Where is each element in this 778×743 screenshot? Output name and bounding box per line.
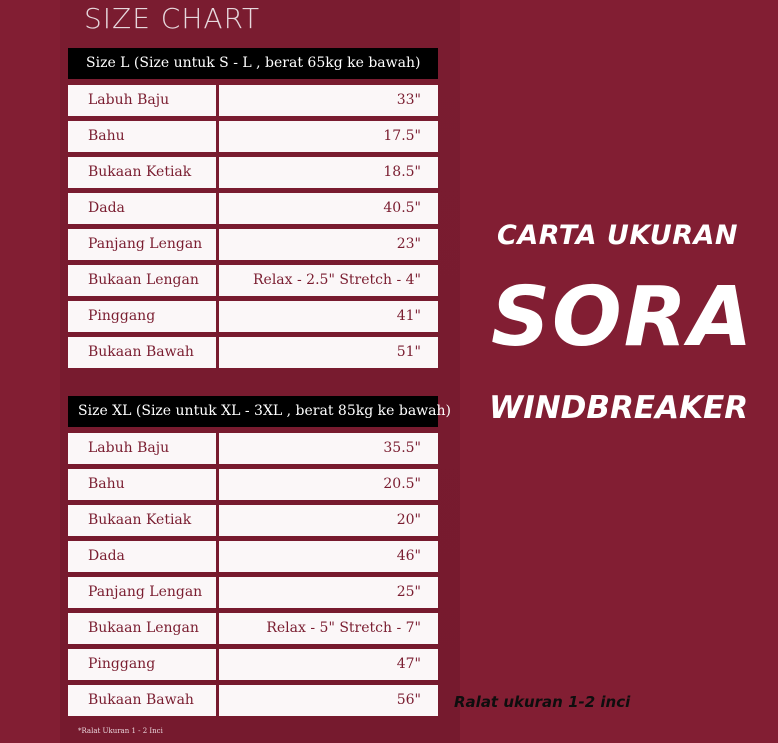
measurement-label: Panjang Lengan <box>68 229 216 260</box>
measurement-label: Labuh Baju <box>68 433 216 464</box>
table-row <box>68 301 438 332</box>
size-chart-title: SIZE CHART <box>84 2 261 35</box>
table-row <box>68 337 438 368</box>
measurement-label: Bukaan Ketiak <box>68 505 216 536</box>
measurement-label: Bukaan Bawah <box>68 685 216 716</box>
measurement-label: Pinggang <box>68 649 216 680</box>
table-row <box>68 229 438 260</box>
measurement-label: Bukaan Bawah <box>68 337 216 368</box>
table-row <box>68 541 438 572</box>
table-row <box>68 469 438 500</box>
footnote: *Ralat Ukuran 1 - 2 Inci <box>78 727 163 735</box>
measurement-value: 20" <box>219 505 438 536</box>
carta-ukuran-heading: CARTA UKURAN <box>497 220 738 251</box>
table-row <box>68 505 438 536</box>
table-row <box>68 265 438 296</box>
measurement-label: Panjang Lengan <box>68 577 216 608</box>
measurement-label: Labuh Baju <box>68 85 216 116</box>
measurement-value: 23" <box>219 229 438 260</box>
measurement-label: Pinggang <box>68 301 216 332</box>
table-row <box>68 649 438 680</box>
product-type: WINDBREAKER <box>489 390 749 426</box>
table-row <box>68 433 438 464</box>
table-row <box>68 613 438 644</box>
measurement-value: 33" <box>219 85 438 116</box>
ralat-note: Ralat ukuran 1-2 inci <box>454 693 631 711</box>
measurement-value: 51" <box>219 337 438 368</box>
measurement-value: 40.5" <box>219 193 438 224</box>
measurement-label: Bahu <box>68 469 216 500</box>
table-row <box>68 577 438 608</box>
table-row <box>68 157 438 188</box>
measurement-label: Bukaan Lengan <box>68 265 216 296</box>
table-row <box>68 85 438 116</box>
measurement-value: 25" <box>219 577 438 608</box>
measurement-value: 46" <box>219 541 438 572</box>
table-row <box>68 193 438 224</box>
measurement-value: 41" <box>219 301 438 332</box>
table-row <box>68 685 438 716</box>
measurement-value: Relax - 2.5" Stretch - 4" <box>219 265 438 296</box>
measurement-label: Dada <box>68 541 216 572</box>
measurement-value: 18.5" <box>219 157 438 188</box>
size-l-table-header: Size L (Size untuk S - L , berat 65kg ke bawah) <box>68 48 438 79</box>
measurement-value: 17.5" <box>219 121 438 152</box>
measurement-value: 56" <box>219 685 438 716</box>
table-row <box>68 121 438 152</box>
product-name: SORA <box>491 270 755 365</box>
size-xl-table-header: Size XL (Size untuk XL - 3XL , berat 85kg ke bawah) <box>68 396 438 427</box>
measurement-value: Relax - 5" Stretch - 7" <box>219 613 438 644</box>
measurement-label: Dada <box>68 193 216 224</box>
measurement-label: Bahu <box>68 121 216 152</box>
measurement-label: Bukaan Ketiak <box>68 157 216 188</box>
measurement-value: 47" <box>219 649 438 680</box>
measurement-label: Bukaan Lengan <box>68 613 216 644</box>
measurement-value: 20.5" <box>219 469 438 500</box>
measurement-value: 35.5" <box>219 433 438 464</box>
